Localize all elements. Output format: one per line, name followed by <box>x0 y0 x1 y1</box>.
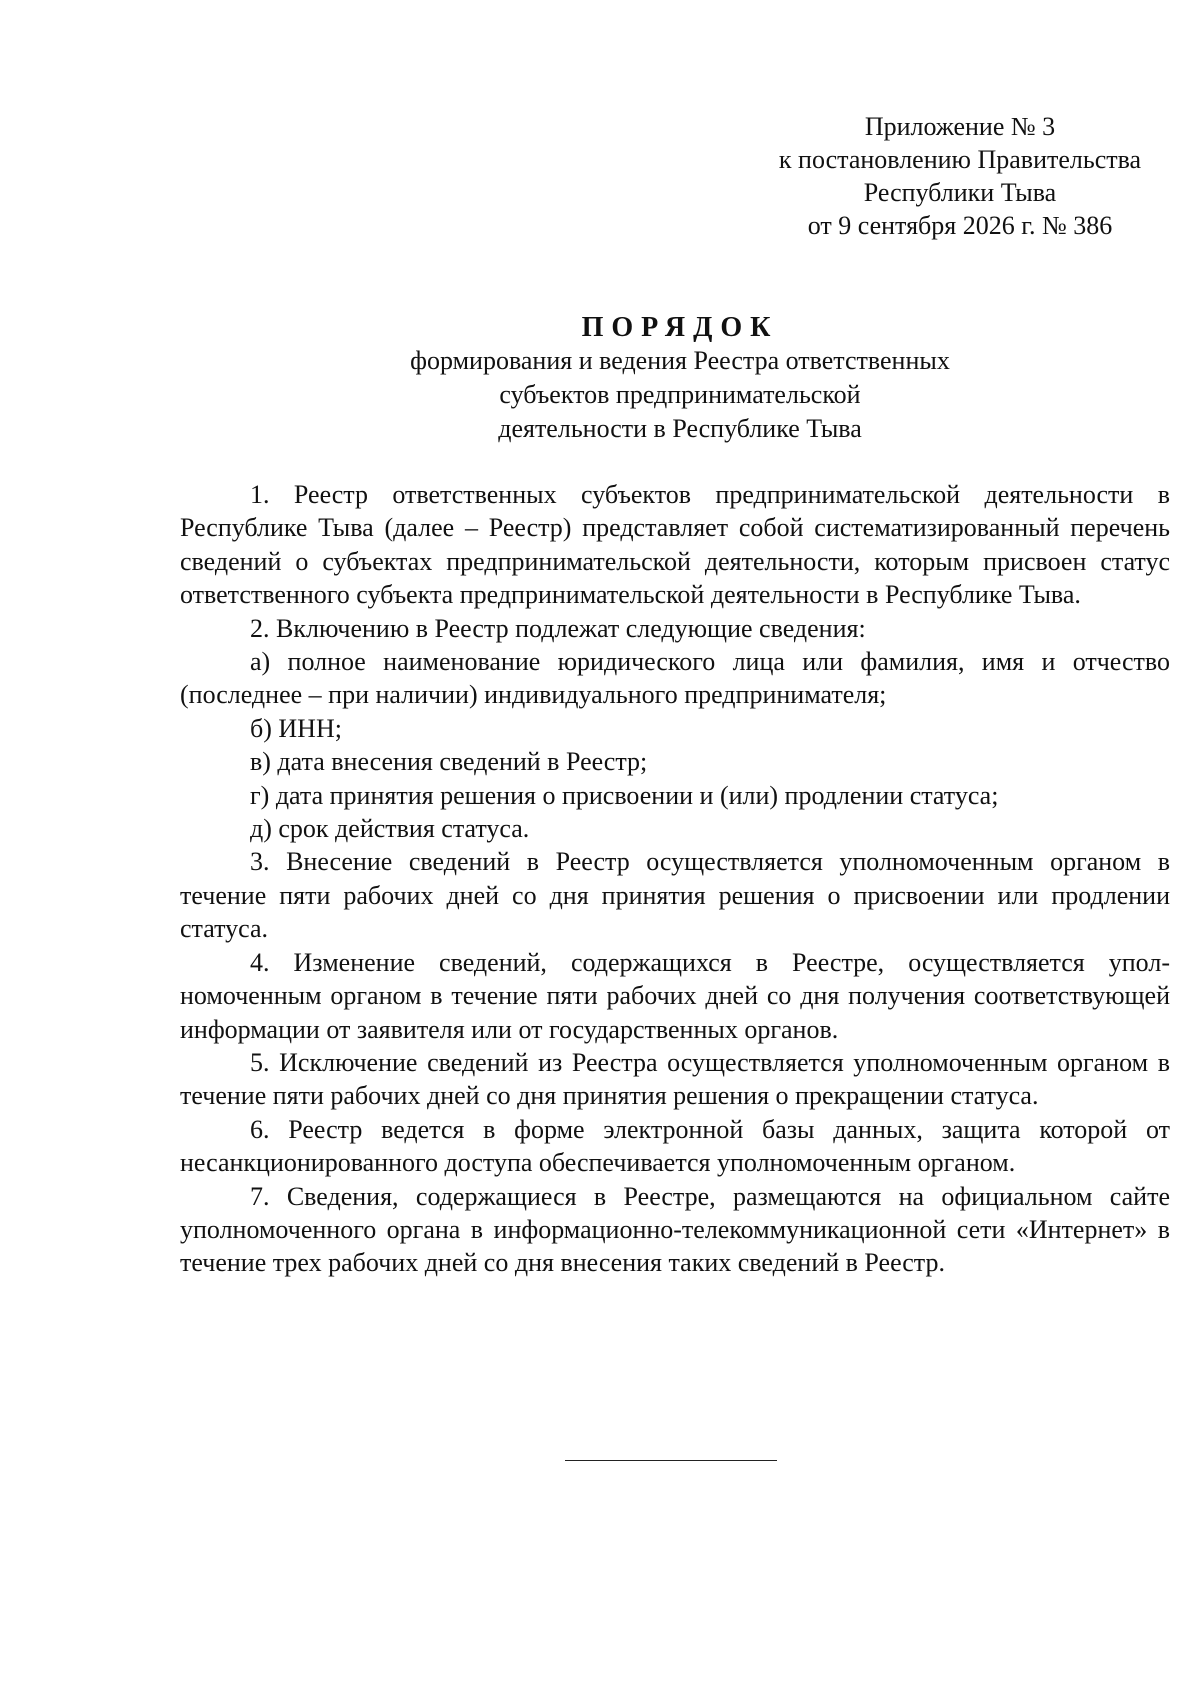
document-title: ПОРЯДОК <box>581 312 779 343</box>
paragraph-5: 5. Исключение сведений из Реестра осуществляется уполномоченным органом в течение пяти рабочих дней со дня принятия решения о прекращении статуса. <box>180 1047 1170 1111</box>
subtitle-line: формирования и ведения Реестра ответственных <box>410 346 950 375</box>
paragraph-3: 3. Внесение сведений в Реестр осуществляется уполномоченным органом в течение пяти рабочих дней со дня принятия решения о присвоении или продлении статуса. <box>180 847 1170 944</box>
paragraph-1: 1. Реестр ответственных субъектов предпринимательской деятельности в Республике Тыва (далее – Реестр) представляет собой систематизированный перечень сведений о субъектах предпринимательской деятельности, которым присвоен статус ответственного субъекта предпринимательской деятельности в Республике Тыва. <box>180 480 1170 610</box>
appendix-number: Приложение № 3 <box>864 112 1056 141</box>
list-item-a: а) полное наименование юридического лица или фамилия, имя и отчество (последнее – при наличии) индивидуального предпринимателя; <box>180 647 1170 710</box>
appendix-reference: к постановлению Правительства <box>778 145 1142 174</box>
appendix-republic: Республики Тыва <box>863 178 1057 207</box>
appendix-header <box>740 110 1180 242</box>
document-subtitle <box>180 344 1180 446</box>
list-item-b: б) ИНН; <box>250 713 342 743</box>
document-body <box>180 478 1170 1280</box>
paragraph-4: 4. Изменение сведений, содержащихся в Реестре, осуществляется уполномоченным органом в течение пяти рабочих дней со дня получения соответствующей информации от заявителя или от государственных органов. <box>180 947 1170 1044</box>
list-item-g: г) дата принятия решения о присвоении и (или) продлении статуса; <box>250 780 999 810</box>
list-item-v: в) дата внесения сведений в Реестр; <box>250 747 648 777</box>
paragraph-6: 6. Реестр ведется в форме электронной базы данных, защита которой от несанкционированного доступа обеспечивается уполномоченным органом. <box>180 1114 1170 1178</box>
list-item-d: д) срок действия статуса. <box>250 814 530 844</box>
subtitle-line: деятельности в Республике Тыва <box>498 414 862 443</box>
paragraph-7: 7. Сведения, содержащиеся в Реестре, размещаются на официальном сайте уполномоченного органа в информационно-телекоммуникационной сети «Интернет» в течение трех рабочих дней со дня внесения таких сведений в Реестр. <box>180 1181 1170 1278</box>
subtitle-line: субъектов предпринимательской <box>499 380 861 409</box>
end-of-document-line <box>565 1460 777 1461</box>
appendix-date: от 9 сентября 2026 г. № 386 <box>807 211 1113 240</box>
paragraph-2: 2. Включению в Реестр подлежат следующие сведения: <box>250 613 866 643</box>
